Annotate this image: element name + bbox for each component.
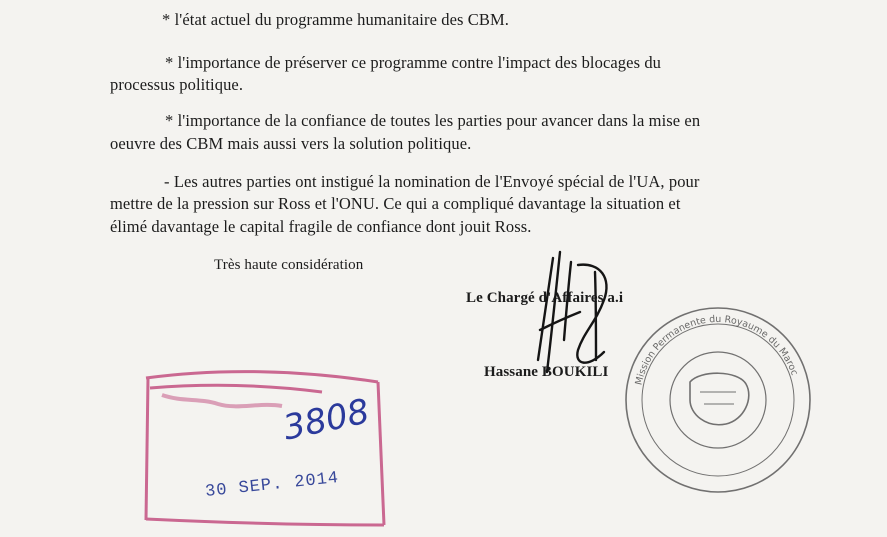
bullet-confidence: * l'importance de la confiance de toutes les parties pour avancer dans la mise en	[165, 111, 701, 130]
receipt-number-stamp: 3808	[279, 391, 373, 449]
bullet-confidence-cont: oeuvre des CBM mais aussi vers la solution politique.	[110, 134, 472, 153]
closing-salutation: Très haute considération	[214, 257, 364, 273]
receipt-date-stamp: 30 SEP. 2014	[204, 469, 341, 502]
paragraph-line-2: mettre de la pression sur Ross et l'ONU. Ce qui a compliqué davantage la situation et	[110, 194, 681, 213]
signatory-title: Le Chargé d'Affaires a.i	[466, 290, 624, 306]
paragraph-line-1: - Les autres parties ont instigué la nomination de l'Envoyé spécial de l'UA, pour	[164, 172, 700, 191]
svg-text:Mission Permanente du Royaume: Mission Permanente du Royaume du Maroc	[633, 313, 800, 387]
bullet-preserve-program: * l'importance de préserver ce programme contre l'impact des blocages du	[165, 53, 662, 72]
bullet-preserve-program-cont: processus politique.	[110, 75, 244, 94]
signatory-name: Hassane BOUKILI	[484, 364, 609, 380]
paragraph-line-3: élimé davantage le capital fragile de confiance dont jouit Ross.	[110, 217, 532, 236]
bullet-state-program: * l'état actuel du programme humanitaire des CBM.	[162, 10, 509, 29]
